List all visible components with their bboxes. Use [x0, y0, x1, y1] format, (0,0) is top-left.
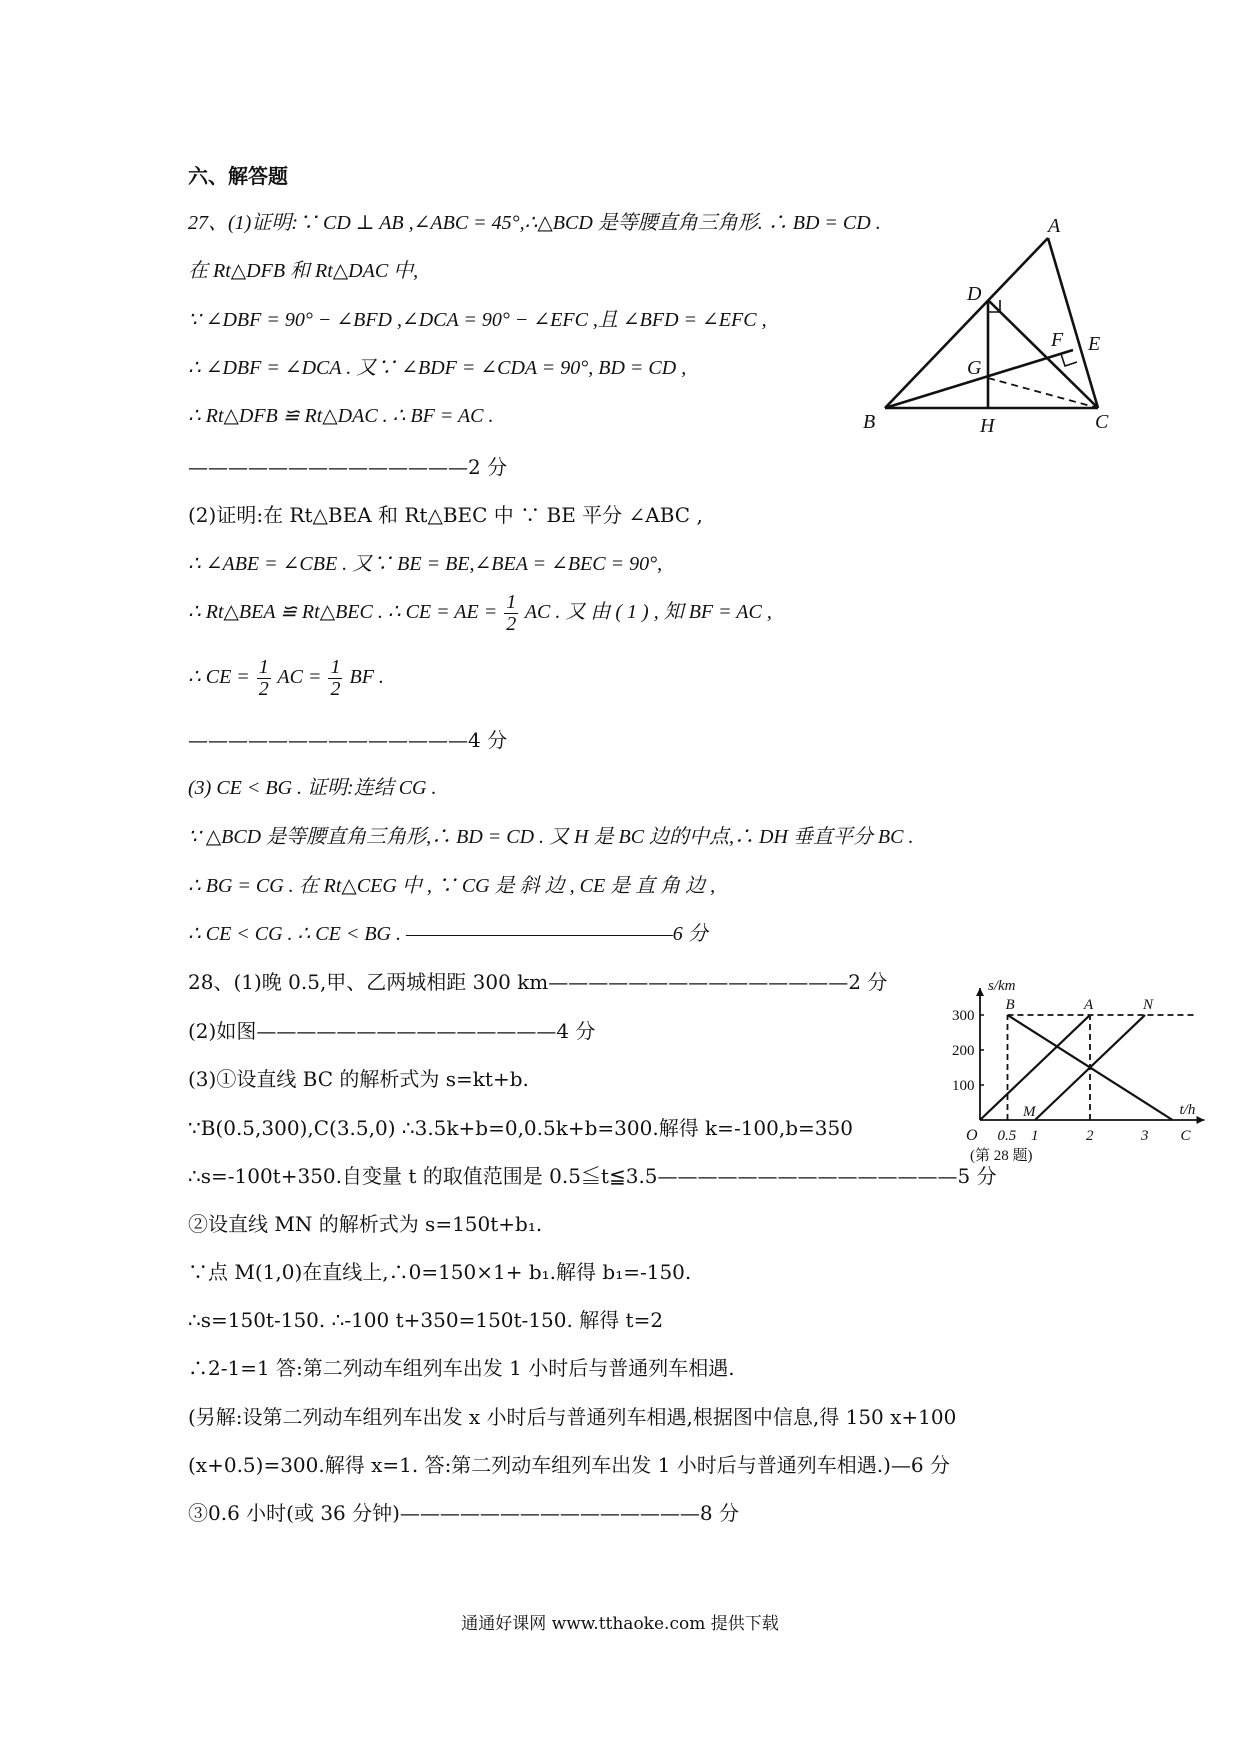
point-label-b: B — [1005, 997, 1015, 1013]
q27-figure — [855, 210, 1125, 440]
x-axis-label: t/h — [1179, 1102, 1196, 1118]
chart-caption: (第 28 题) — [970, 1148, 1033, 1164]
q28-line-1: 28、(1)晚 0.5,甲、乙两城相距 300 km———————————————2 分 — [188, 970, 888, 994]
x-tick-label: 0.5 — [997, 1128, 1017, 1144]
q27-line-5: ∴ Rt△DFB ≌ Rt△DAC . ∴ BF = AC . — [188, 405, 494, 427]
q27-part3-line-1: (3) CE < BG . 证明:连结 CG . — [188, 777, 437, 799]
q27-part2-line-3: ∴ Rt△BEA ≌ Rt△BEC . ∴ CE = AE = $\frac{1}{2}$ AC . 又 由 ( 1 ) , 知 BF = AC , — [188, 591, 772, 635]
q27-part3-line-2: ∵ △BCD 是等腰直角三角形,∴ BD = CD . 又 H 是 BC 边的中点,∴ DH 垂直平分 BC . — [188, 826, 914, 848]
y-tick-label: 100 — [952, 1078, 975, 1094]
right-angle-e — [1061, 354, 1077, 366]
label-a: A — [1048, 215, 1061, 237]
origin-label: O — [966, 1127, 978, 1144]
q27-part2-line-1: (2)证明:在 Rt△BEA 和 Rt△BEC 中 ∵ BE 平分 ∠ABC , — [188, 503, 703, 527]
label-d: D — [967, 283, 982, 305]
label-b: B — [863, 411, 876, 433]
x-tick-label: 2 — [1086, 1128, 1094, 1144]
section-title: 六、解答题 — [188, 164, 288, 188]
point-label-n: N — [1143, 997, 1154, 1013]
q27-line-3: ∵ ∠DBF = 90° − ∠BFD ,∠DCA = 90° − ∠EFC ,且 ∠BFD = ∠EFC , — [188, 309, 767, 331]
fraction-half: $\frac{1}{2}$ — [330, 656, 341, 700]
label-h: H — [980, 415, 995, 437]
q28-line-11: (x+0.5)=300.解得 x=1. 答:第二列动车组列车出发 1 小时后与普通列车相遇.)—6 分 — [188, 1453, 950, 1477]
label-g: G — [967, 357, 982, 379]
x-tick-label: 3 — [1141, 1128, 1149, 1144]
x-axis-arrow — [1197, 1116, 1205, 1124]
y-tick-label: 300 — [952, 1008, 975, 1024]
q28-line-6: ②设直线 MN 的解析式为 s=150t+b₁. — [188, 1212, 543, 1236]
q27-line-4: ∴ ∠DBF = ∠DCA . 又∵ ∠BDF = ∠CDA = 90°, BD = CD , — [188, 357, 687, 379]
q28-line-2: (2)如图———————————————4 分 — [188, 1019, 596, 1043]
q27-part3-line-4: ∴ CE < CG . ∴ CE < BG . ———————————————6 分 — [188, 923, 708, 945]
page-footer: 通通好课网 www.tthaoke.com 提供下载 — [461, 1614, 779, 1634]
label-e: E — [1088, 333, 1101, 355]
point-label-a: A — [1084, 997, 1094, 1013]
point-label-m: M — [1023, 1104, 1036, 1120]
q28-line-7: ∵点 M(1,0)在直线上,∴0=150×1+ b₁.解得 b₁=-150. — [188, 1260, 692, 1284]
fraction-half: $\frac{1}{2}$ — [506, 591, 517, 635]
q28-line-8: ∴s=150t-150. ∴-100 t+350=150t-150. 解得 t=2 — [188, 1308, 664, 1332]
q27-line-2: 在 Rt△DFB 和 Rt△DAC 中, — [188, 260, 419, 282]
q28-line-4: ∵B(0.5,300),C(3.5,0) ∴3.5k+b=0,0.5k+b=300.解得 k=-100,b=350 — [188, 1116, 853, 1140]
q27-line-1: 27、(1)证明:∵ CD ⊥ AB ,∠ABC = 45°,∴△BCD 是等腰直角三角形. ∴ BD = CD . — [188, 212, 881, 234]
y-axis-label: s/km — [988, 978, 1016, 994]
q28-line-3: (3)①设直线 BC 的解析式为 s=kt+b. — [188, 1067, 529, 1091]
fraction-half: $\frac{1}{2}$ — [258, 656, 269, 700]
q28-line-9: ∴2-1=1 答:第二列动车组列车出发 1 小时后与普通列车相遇. — [188, 1356, 735, 1380]
q27-part2-line-2: ∴ ∠ABE = ∠CBE . 又∵ BE = BE,∠BEA = ∠BEC = 90°, — [188, 553, 663, 575]
q28-line-10: (另解:设第二列动车组列车出发 x 小时后与普通列车相遇,根据图中信息,得 150 x+100 — [188, 1405, 957, 1429]
label-f: F — [1051, 329, 1064, 351]
label-c: C — [1095, 411, 1109, 433]
q28-line-12: ③0.6 小时(或 36 分钟)———————————————8 分 — [188, 1501, 740, 1525]
y-axis-arrow — [976, 988, 984, 996]
y-tick-label: 200 — [952, 1043, 975, 1059]
q27-part2-line-4: ∴ CE = $\frac{1}{2}$ AC = $\frac{1}{2}$ BF . — [188, 656, 384, 700]
point-label-c: C — [1180, 1128, 1191, 1144]
q28-chart — [935, 965, 1215, 1170]
q27-part3-line-3: ∴ BG = CG . 在 Rt△CEG 中 , ∵ CG 是 斜 边 , CE 是 直 角 边 , — [188, 875, 716, 897]
q28-line-5: ∴s=-100t+350.自变量 t 的取值范围是 0.5≦t≦3.5———————————————5 分 — [188, 1164, 997, 1188]
x-tick-label: 1 — [1031, 1128, 1039, 1144]
q27-score-2: ——————————————4 分 — [188, 728, 508, 752]
q27-score-1: ——————————————2 分 — [188, 455, 508, 479]
